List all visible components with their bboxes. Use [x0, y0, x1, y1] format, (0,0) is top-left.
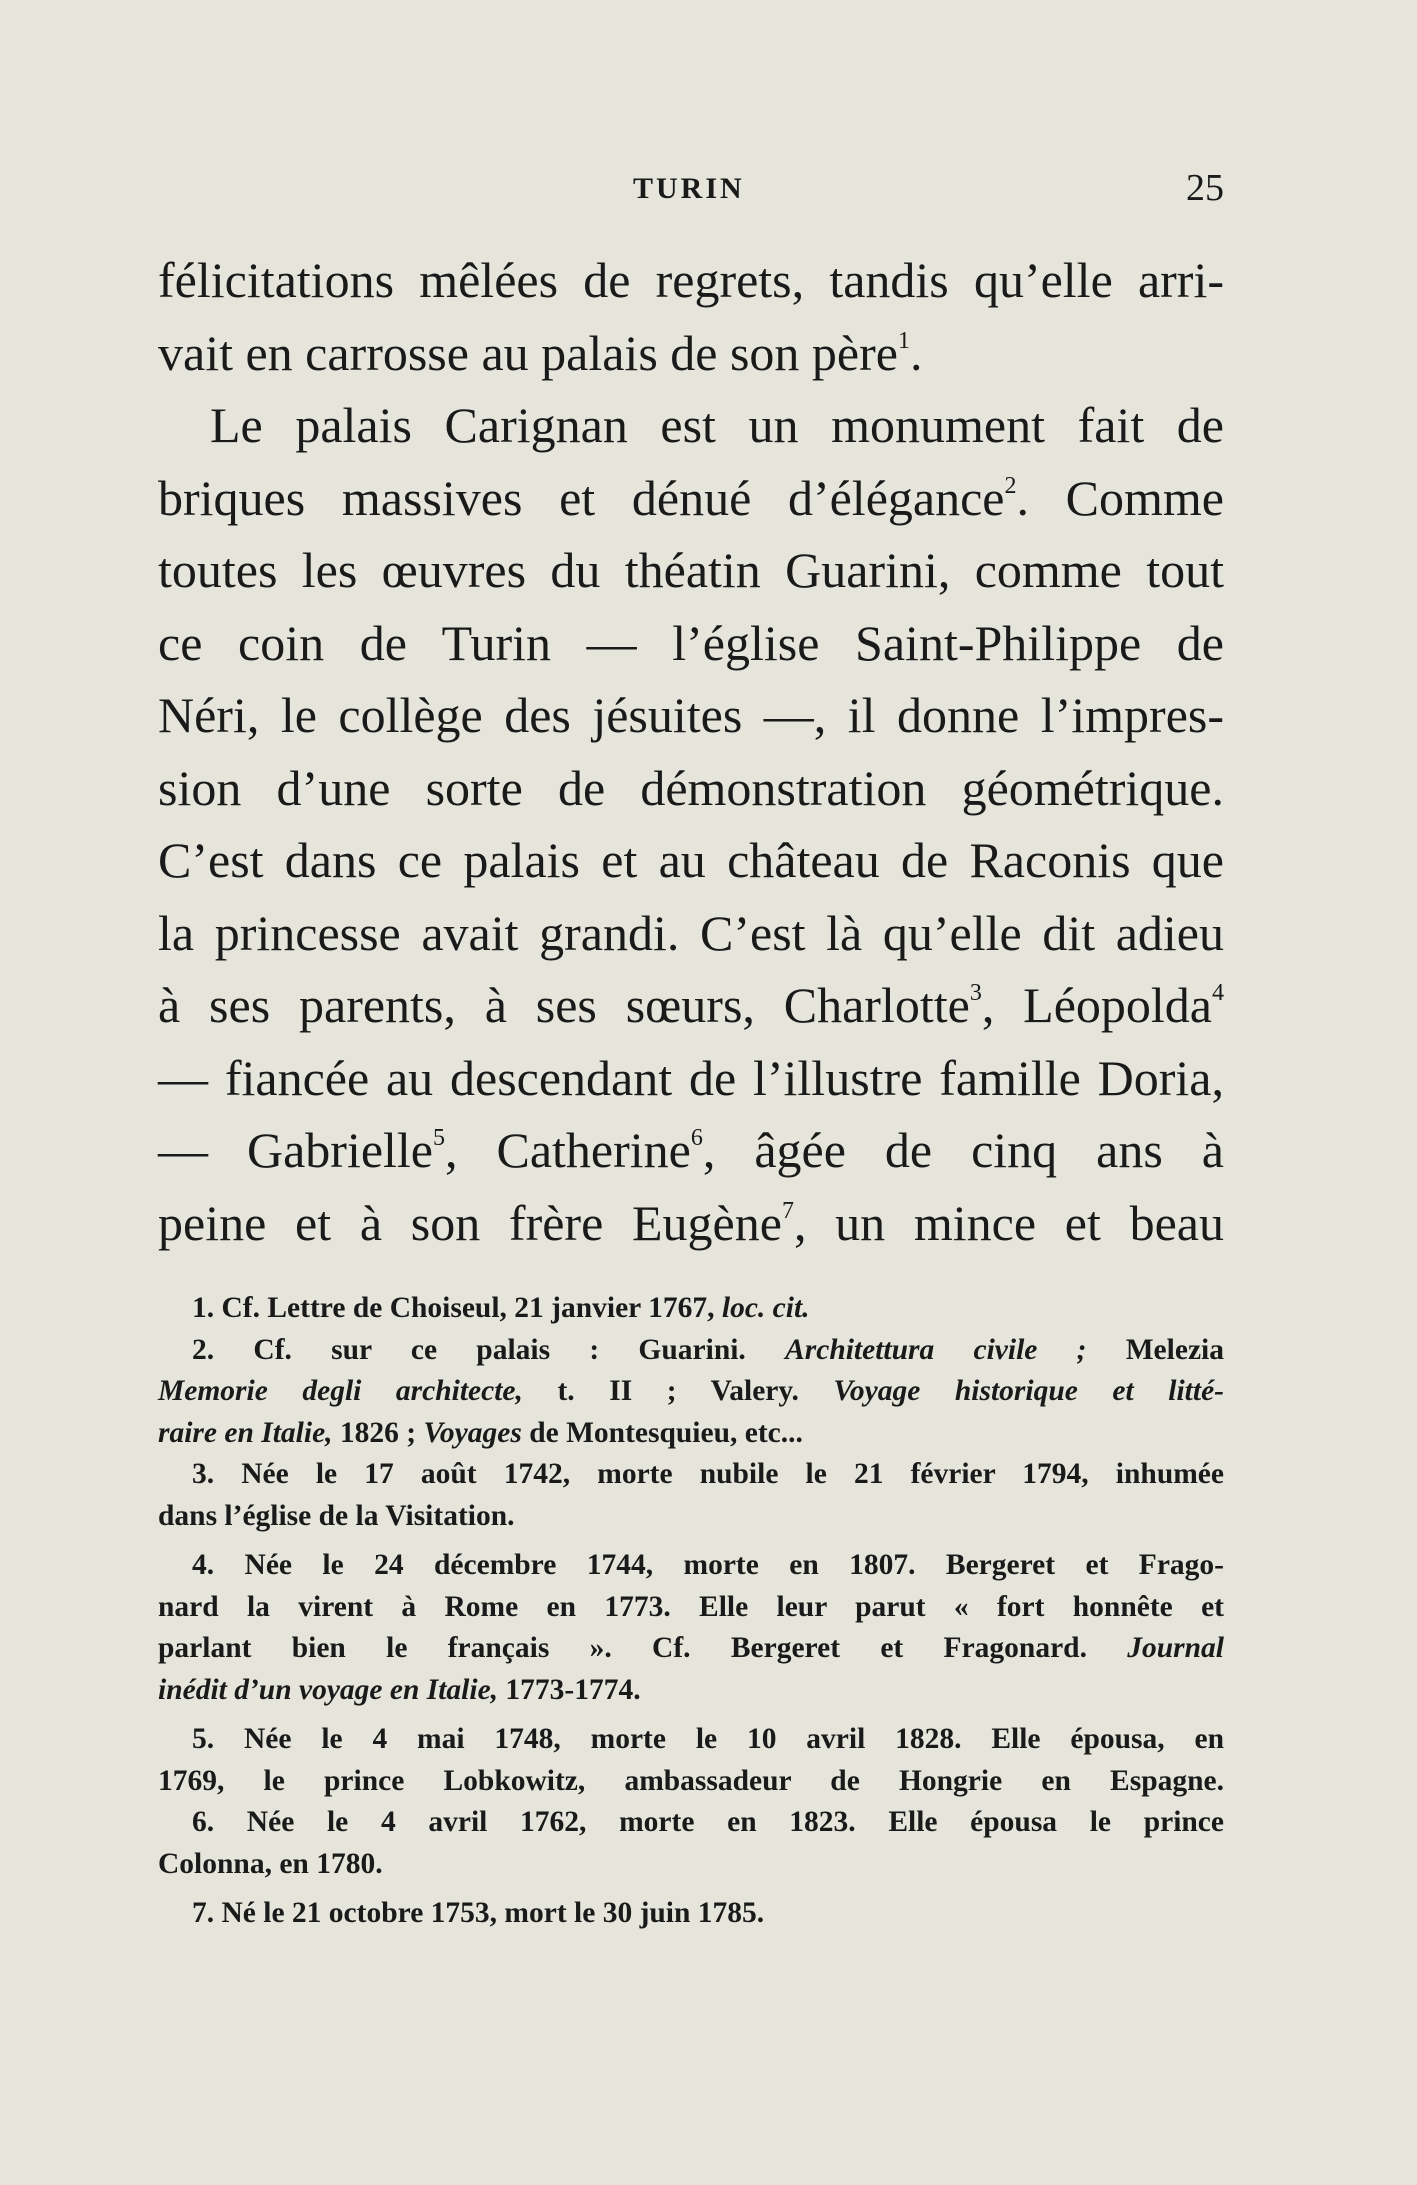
text-line: sion d’une sorte de démonstration géométrique.	[158, 759, 1224, 816]
main-text	[158, 244, 1224, 1259]
footnote-mark: 2	[1004, 472, 1017, 499]
text-line: Néri, le collège des jésuites —, il donne l’impres-	[158, 687, 1224, 743]
footnote-mark: 5	[433, 1125, 445, 1151]
text-line: ce coin de Turin — l’église Saint-Philippe de	[158, 614, 1224, 671]
text-line: félicitations mêlées de regrets, tandis qu’elle arri-	[158, 252, 1224, 308]
footnote-7: 7. Né le 21 octobre 1753, mort le 30 juin 1785.	[192, 1897, 765, 1929]
footnote-5: 5. Née le 4 mai 1748, morte le 10 avril 1828. Elle épousa, en 1769, le prince Lobkowitz, ambassadeur de Hongrie en Espagne.	[158, 1723, 1224, 1797]
footnote-6: 6. Née le 4 avril 1762, morte en 1823. Elle épousa le prince Colonna, en 1780.	[158, 1806, 1224, 1880]
text-line: à ses parents, à ses sœurs, Charlotte$^3$, Léopolda$^4$	[158, 977, 1224, 1033]
text-line: peine et à son frère Eugène$^7$, un mince et beau	[158, 1194, 1224, 1251]
page-header	[158, 167, 1224, 216]
footnote-mark: 1	[897, 327, 910, 354]
text-line: toutes les œuvres du théatin Guarini, comme tout	[158, 542, 1224, 598]
footnote-4: 4. Née le 24 décembre 1744, morte en 1807. Bergeret et Frago- nard la virent à Rome en 1773. Elle leur parut « fort honnête et parlant bien le français ». Cf. Bergeret et Fragonard. Journal inédit d’un voyage en Italie, 1773-1774.	[158, 1549, 1224, 1706]
page-number: 25	[1186, 167, 1224, 209]
text-line: Le palais Carignan est un monument fait de	[210, 397, 1224, 453]
text-line: C’est dans ce palais et au château de Raconis que	[158, 832, 1224, 888]
text-line: la princesse avait grandi. C’est là qu’elle dit adieu	[158, 904, 1224, 961]
running-title: TURIN	[633, 172, 745, 205]
footnote-mark: 7	[781, 1197, 794, 1224]
text-line: — Gabrielle$^5$, Catherine$^6$, âgée de cinq ans à	[158, 1122, 1224, 1178]
footnote-1: 1. Cf. Lettre de Choiseul, 21 janvier 1767, loc. cit.	[192, 1292, 810, 1324]
footnote-mark: 3	[969, 980, 982, 1006]
footnote-3: 3. Née le 17 août 1742, morte nubile le 21 février 1794, inhumée dans l’église de la Visitation.	[158, 1458, 1224, 1532]
text-line: vait en carrosse au palais de son père$^1$.	[158, 324, 923, 381]
footnotes	[158, 1288, 1224, 1935]
text-line: — fiancée au descendant de l’illustre famille Doria,	[158, 1049, 1224, 1106]
footnote-mark: 6	[690, 1125, 703, 1151]
footnote-mark: 4	[1211, 980, 1224, 1006]
footnote-2: 2. Cf. sur ce palais : Guarini. Architettura civile ; Melezia Memorie degli architecte, t. II ; Valery. Voyage historique et litté- raire en Italie, 1826 ; Voyages de Montesquieu, etc...	[158, 1333, 1224, 1449]
text-line: briques massives et dénué d’élégance$^2$. Comme	[158, 469, 1225, 526]
